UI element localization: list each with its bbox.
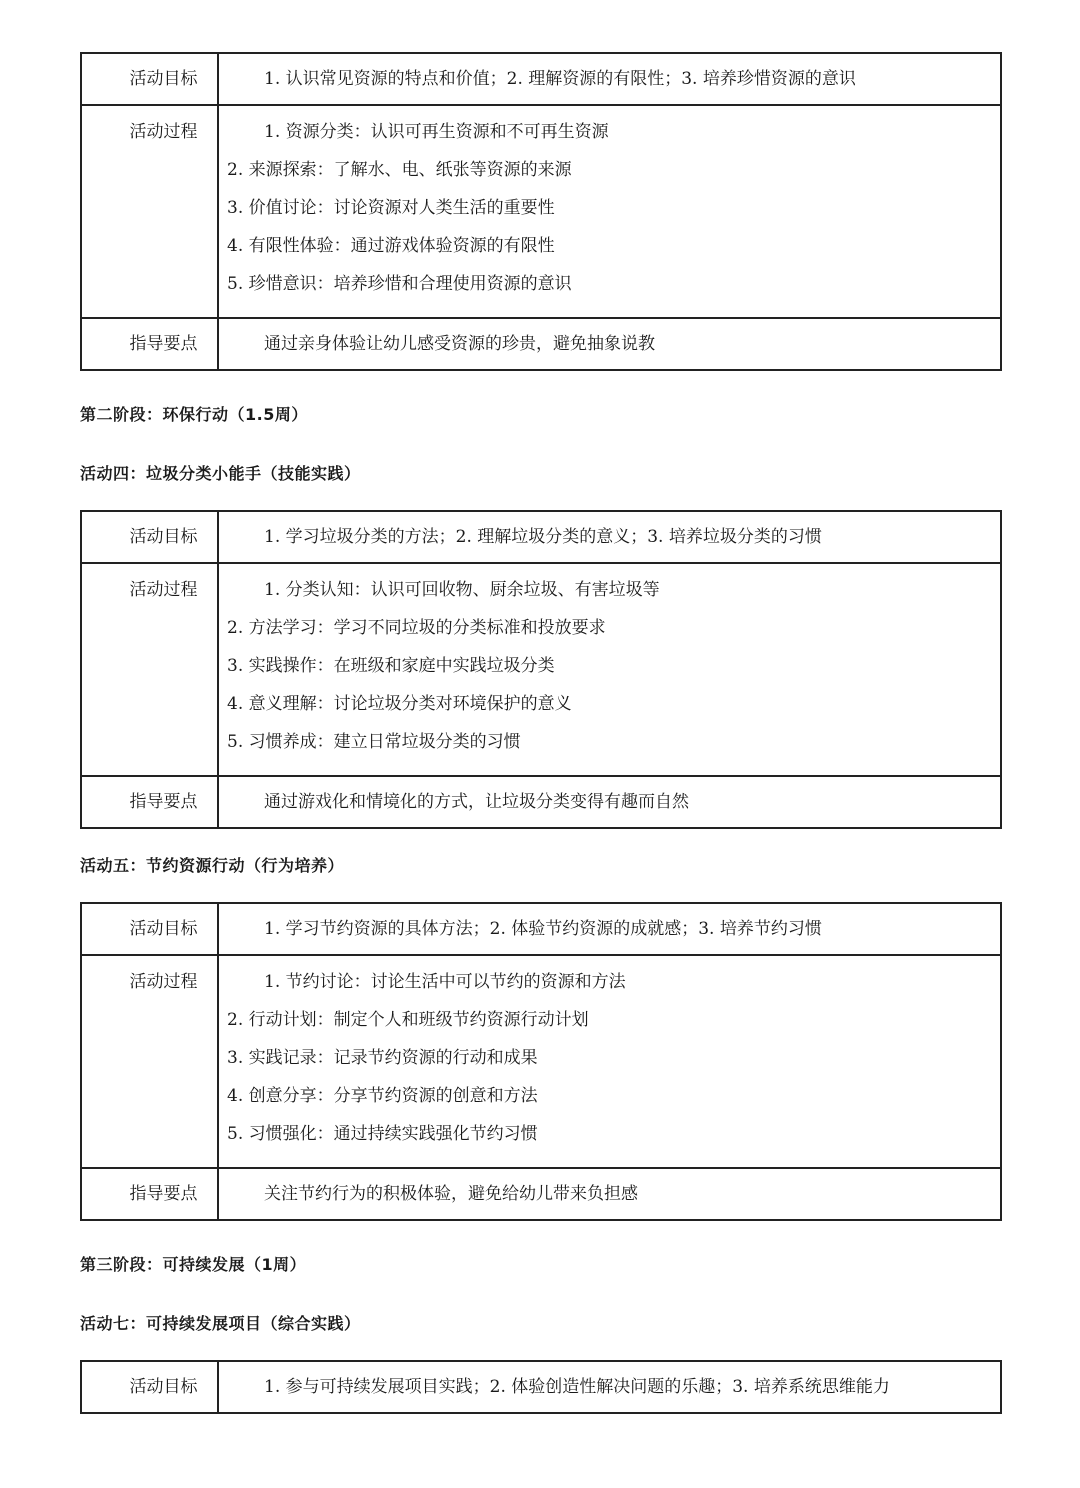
process-step: 3. 实践操作：在班级和家庭中实践垃圾分类 — [227, 656, 555, 676]
row-label-goal: 活动目标 — [82, 904, 219, 954]
process-step: 5. 珍惜意识：培养珍惜和合理使用资源的意识 — [227, 274, 572, 294]
table-row — [82, 512, 1000, 562]
guide-text: 通过游戏化和情境化的方式，让垃圾分类变得有趣而自然 — [264, 792, 689, 812]
goal-text: 1. 学习节约资源的具体方法；2. 体验节约资源的成就感；3. 培养节约习惯 — [264, 919, 822, 939]
table-row — [82, 904, 1000, 954]
goal-text: 1. 认识常见资源的特点和价值；2. 理解资源的有限性；3. 培养珍惜资源的意识 — [264, 69, 856, 89]
row-label-guide: 指导要点 — [82, 1169, 219, 1219]
activity-table-1 — [80, 52, 1002, 371]
table-row — [82, 54, 1000, 104]
stage-3-heading: 第三阶段：可持续发展（1周） — [80, 1255, 307, 1274]
activity-table-3 — [80, 902, 1002, 1221]
process-step: 4. 创意分享：分享节约资源的创意和方法 — [227, 1086, 538, 1106]
activity-table-2 — [80, 510, 1002, 829]
activity-4-heading: 活动四：垃圾分类小能手（技能实践） — [80, 464, 361, 483]
process-step: 3. 价值讨论：讨论资源对人类生活的重要性 — [227, 198, 555, 218]
process-step: 1. 分类认知：认识可回收物、厨余垃圾、有害垃圾等 — [264, 580, 660, 600]
row-label-guide: 指导要点 — [82, 777, 219, 827]
stage-2-heading: 第二阶段：环保行动（1.5周） — [80, 405, 308, 424]
row-label-goal: 活动目标 — [82, 1362, 219, 1412]
table-row — [82, 1362, 1000, 1412]
row-label-goal: 活动目标 — [82, 512, 219, 562]
row-label-goal: 活动目标 — [82, 54, 219, 104]
process-step: 4. 有限性体验：通过游戏体验资源的有限性 — [227, 236, 555, 256]
row-label-process: 活动过程 — [82, 106, 219, 317]
activity-5-heading: 活动五：节约资源行动（行为培养） — [80, 856, 345, 875]
goal-text: 1. 参与可持续发展项目实践；2. 体验创造性解决问题的乐趣；3. 培养系统思维能力 — [264, 1377, 890, 1397]
guide-text: 通过亲身体验让幼儿感受资源的珍贵，避免抽象说教 — [264, 334, 655, 354]
process-list — [219, 564, 1000, 775]
process-step: 5. 习惯强化：通过持续实践强化节约习惯 — [227, 1124, 538, 1144]
activity-table-4 — [80, 1360, 1002, 1414]
process-step: 2. 行动计划：制定个人和班级节约资源行动计划 — [227, 1010, 589, 1030]
table-row — [82, 562, 1000, 775]
process-step: 5. 习惯养成：建立日常垃圾分类的习惯 — [227, 732, 521, 752]
process-step: 4. 意义理解：讨论垃圾分类对环境保护的意义 — [227, 694, 572, 714]
process-list — [219, 106, 1000, 317]
table-row — [82, 954, 1000, 1167]
process-step: 1. 节约讨论：讨论生活中可以节约的资源和方法 — [264, 972, 626, 992]
process-step: 3. 实践记录：记录节约资源的行动和成果 — [227, 1048, 538, 1068]
goal-text: 1. 学习垃圾分类的方法；2. 理解垃圾分类的意义；3. 培养垃圾分类的习惯 — [264, 527, 822, 547]
table-row — [82, 317, 1000, 369]
process-step: 2. 方法学习：学习不同垃圾的分类标准和投放要求 — [227, 618, 606, 638]
row-label-guide: 指导要点 — [82, 319, 219, 369]
process-list — [219, 956, 1000, 1167]
activity-7-heading: 活动七：可持续发展项目（综合实践） — [80, 1314, 361, 1333]
process-step: 2. 来源探索：了解水、电、纸张等资源的来源 — [227, 160, 572, 180]
table-row — [82, 104, 1000, 317]
table-row — [82, 775, 1000, 827]
row-label-process: 活动过程 — [82, 956, 219, 1167]
row-label-process: 活动过程 — [82, 564, 219, 775]
process-step: 1. 资源分类：认识可再生资源和不可再生资源 — [264, 122, 609, 142]
table-row — [82, 1167, 1000, 1219]
guide-text: 关注节约行为的积极体验，避免给幼儿带来负担感 — [264, 1184, 638, 1204]
